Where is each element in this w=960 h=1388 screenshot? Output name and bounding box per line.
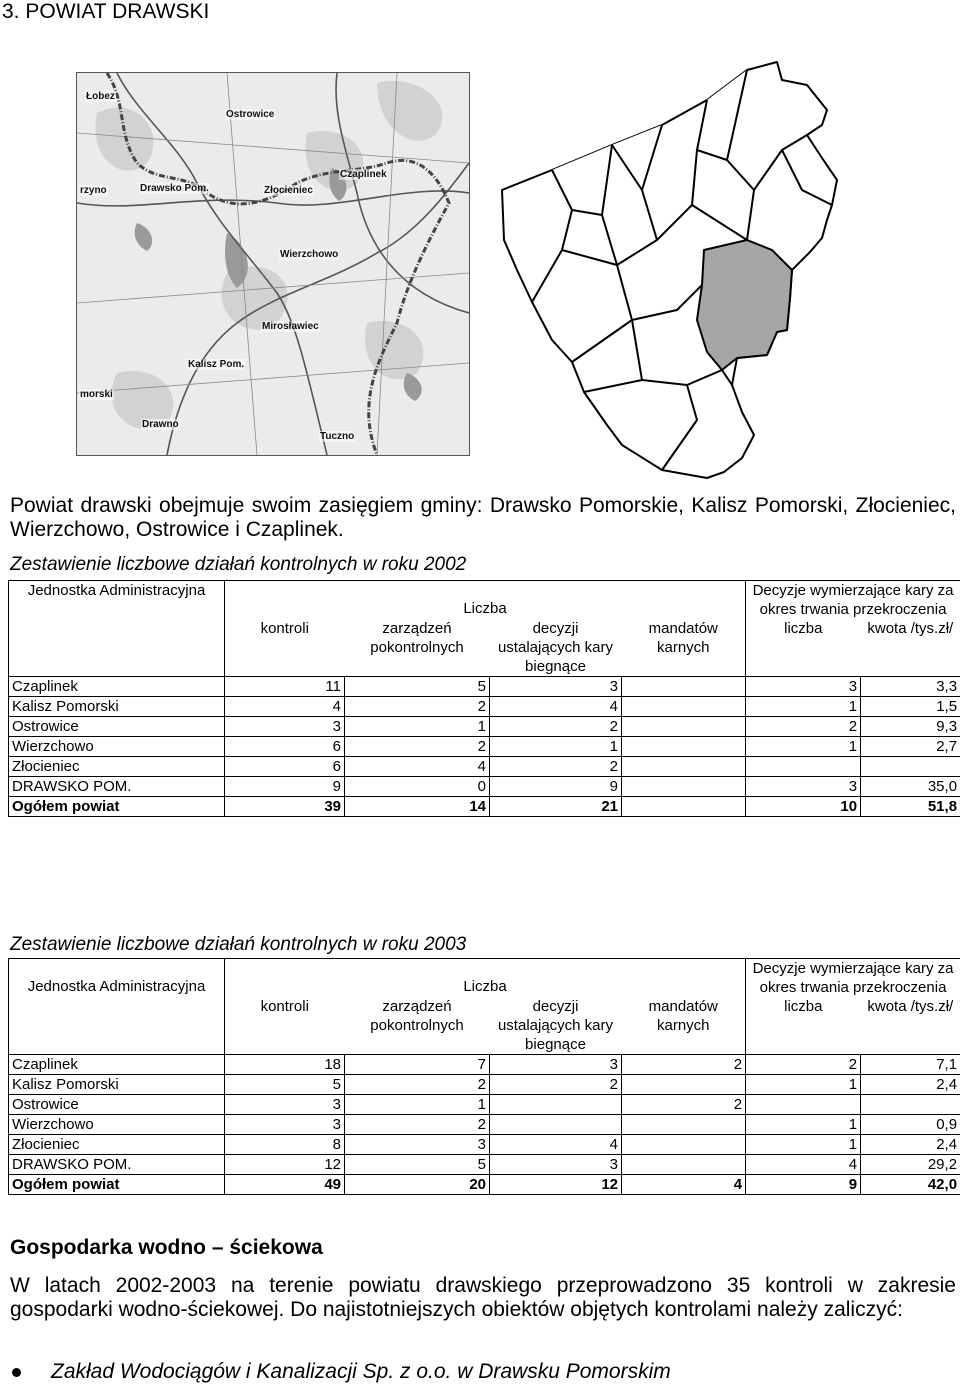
cell-name: Ostrowice	[9, 1095, 225, 1115]
cell-kwota: 51,8	[861, 797, 960, 817]
section-heading: Gospodarka wodno – ściekowa	[10, 1236, 323, 1259]
cell-mandatow	[622, 777, 746, 797]
cell-liczba: 4	[746, 1155, 861, 1175]
table-2003-body	[9, 1055, 960, 1195]
table-row	[9, 697, 960, 717]
cell-mandatow	[622, 757, 746, 777]
cell-liczba: 10	[746, 797, 861, 817]
cell-kwota	[861, 1095, 960, 1115]
cell-mandatow	[622, 1115, 746, 1135]
header-empty	[9, 997, 225, 1055]
cell-zarzadzen: 1	[345, 717, 490, 737]
map-label-drawsko-pom: Drawsko Pom.	[140, 183, 209, 194]
table-2003	[8, 958, 960, 1195]
cell-mandatow	[622, 717, 746, 737]
cell-mandatow	[622, 797, 746, 817]
powiat-detail-map	[76, 72, 470, 456]
cell-decyzji: 21	[490, 797, 622, 817]
cell-kwota: 29,2	[861, 1155, 960, 1175]
cell-kontroli: 3	[225, 1115, 345, 1135]
cell-kontroli: 12	[225, 1155, 345, 1175]
cell-mandatow	[622, 1155, 746, 1175]
header-kontroli: kontroli	[225, 619, 345, 677]
cell-decyzji: 4	[490, 1135, 622, 1155]
header-liczba-sub: liczba	[746, 619, 861, 677]
cell-zarzadzen: 0	[345, 777, 490, 797]
cell-decyzji: 9	[490, 777, 622, 797]
cell-name: Czaplinek	[9, 677, 225, 697]
cell-mandatow: 2	[622, 1095, 746, 1115]
header-mandatow: mandatów karnych	[648, 998, 718, 1034]
cell-zarzadzen: 2	[345, 1115, 490, 1135]
header-decyzje: Decyzje wymierzające kary za okres trwania przekroczenia	[746, 581, 960, 620]
map-label-zlocieniec: Złocieniec	[264, 185, 313, 196]
header-zarzadzen: zarządzeń pokontrolnych	[370, 998, 464, 1034]
map-label-czaplinek: Czaplinek	[340, 169, 387, 180]
cell-kontroli: 3	[225, 717, 345, 737]
cell-zarzadzen: 2	[345, 1075, 490, 1095]
header-empty	[9, 619, 225, 677]
table-row	[9, 1075, 960, 1095]
cell-liczba: 3	[746, 777, 861, 797]
cell-kontroli: 4	[225, 697, 345, 717]
cell-kwota: 2,7	[861, 737, 960, 757]
table-row-total	[9, 797, 960, 817]
cell-zarzadzen: 14	[345, 797, 490, 817]
header-liczba-sub: liczba	[746, 997, 861, 1055]
map-label-morski: morski	[80, 389, 113, 400]
table-2002	[8, 580, 960, 817]
map-label-drawno: Drawno	[142, 419, 179, 430]
cell-name: Wierzchowo	[9, 1115, 225, 1135]
cell-liczba: 3	[746, 677, 861, 697]
cell-decyzji: 4	[490, 697, 622, 717]
cell-name: Ogółem powiat	[9, 797, 225, 817]
cell-name: DRAWSKO POM.	[9, 1155, 225, 1175]
cell-mandatow	[622, 697, 746, 717]
cell-kontroli: 18	[225, 1055, 345, 1075]
cell-decyzji	[490, 1115, 622, 1135]
cell-liczba: 1	[746, 1115, 861, 1135]
cell-name: Kalisz Pomorski	[9, 697, 225, 717]
cell-kwota: 0,9	[861, 1115, 960, 1135]
cell-decyzji: 2	[490, 1075, 622, 1095]
cell-mandatow	[622, 1135, 746, 1155]
cell-decyzji: 3	[490, 677, 622, 697]
cell-liczba: 1	[746, 1075, 861, 1095]
cell-zarzadzen: 2	[345, 737, 490, 757]
header-decyzje: Decyzje wymierzające kary za okres trwania przekroczenia	[746, 959, 960, 998]
cell-zarzadzen: 1	[345, 1095, 490, 1115]
header-decyzji: decyzji ustalających kary biegnące	[497, 620, 614, 675]
cell-name: Czaplinek	[9, 1055, 225, 1075]
cell-zarzadzen: 5	[345, 1155, 490, 1175]
cell-liczba: 2	[746, 1055, 861, 1075]
voivodeship-map-graphic	[492, 40, 960, 480]
cell-kontroli: 8	[225, 1135, 345, 1155]
cell-name: DRAWSKO POM.	[9, 777, 225, 797]
cell-decyzji: 3	[490, 1155, 622, 1175]
cell-zarzadzen: 4	[345, 757, 490, 777]
cell-liczba: 9	[746, 1175, 861, 1195]
cell-kontroli: 5	[225, 1075, 345, 1095]
voivodeship-map	[492, 40, 960, 480]
cell-kwota: 35,0	[861, 777, 960, 797]
header-kwota: kwota /tys.zł/	[861, 619, 960, 677]
cell-name: Ogółem powiat	[9, 1175, 225, 1195]
cell-zarzadzen: 2	[345, 697, 490, 717]
cell-mandatow: 4	[622, 1175, 746, 1195]
cell-kwota: 2,4	[861, 1135, 960, 1155]
header-zarzadzen: zarządzeń pokontrolnych	[370, 620, 464, 656]
cell-zarzadzen: 20	[345, 1175, 490, 1195]
table-2003-caption: Zestawienie liczbowe działań kontrolnych w roku 2003	[10, 934, 467, 955]
cell-kwota: 42,0	[861, 1175, 960, 1195]
cell-decyzji: 2	[490, 717, 622, 737]
cell-kontroli: 6	[225, 757, 345, 777]
cell-decyzji: 3	[490, 1055, 622, 1075]
cell-name: Złocieniec	[9, 757, 225, 777]
table-row	[9, 1115, 960, 1135]
cell-liczba	[746, 757, 861, 777]
table-row-total	[9, 1175, 960, 1195]
map-label-rzyno: rzyno	[80, 185, 107, 196]
cell-zarzadzen: 7	[345, 1055, 490, 1075]
cell-liczba	[746, 1095, 861, 1115]
cell-liczba: 1	[746, 1135, 861, 1155]
header-liczba: Liczba	[225, 959, 746, 998]
cell-name: Wierzchowo	[9, 737, 225, 757]
cell-decyzji	[490, 1095, 622, 1115]
cell-zarzadzen: 5	[345, 677, 490, 697]
table-2002-caption: Zestawienie liczbowe działań kontrolnych w roku 2002	[10, 554, 467, 575]
map-label-miroslawiec: Mirosławiec	[262, 321, 319, 332]
cell-kwota: 2,4	[861, 1075, 960, 1095]
intro-paragraph: Powiat drawski obejmuje swoim zasięgiem gminy: Drawsko Pomorskie, Kalisz Pomorski, Złocieniec, Wierzchowo, Ostrowice i Czaplinek.	[10, 494, 956, 541]
header-decyzji: decyzji ustalających kary biegnące	[497, 998, 614, 1053]
cell-liczba: 1	[746, 737, 861, 757]
cell-zarzadzen: 3	[345, 1135, 490, 1155]
map-label-wierzchowo: Wierzchowo	[280, 249, 339, 260]
bullet-icon	[12, 1368, 21, 1377]
cell-decyzji: 2	[490, 757, 622, 777]
cell-kwota: 9,3	[861, 717, 960, 737]
cell-kontroli: 3	[225, 1095, 345, 1115]
bullet-list-item	[12, 1360, 671, 1384]
header-jednostka: Jednostka Administracyjna	[9, 959, 225, 998]
map-label-lobez: Łobez	[86, 91, 115, 102]
table-row	[9, 737, 960, 757]
cell-kwota	[861, 757, 960, 777]
header-jednostka: Jednostka Administracyjna	[9, 581, 225, 620]
highlighted-powiat-area	[697, 240, 792, 370]
page-heading: 3. POWIAT DRAWSKI	[2, 0, 210, 23]
cell-mandatow	[622, 737, 746, 757]
header-kwota: kwota /tys.zł/	[861, 997, 960, 1055]
cell-kontroli: 11	[225, 677, 345, 697]
cell-mandatow	[622, 1075, 746, 1095]
cell-decyzji: 12	[490, 1175, 622, 1195]
cell-kwota: 3,3	[861, 677, 960, 697]
detail-map-graphic	[77, 73, 469, 455]
map-label-ostrowice: Ostrowice	[226, 109, 275, 120]
table-row	[9, 717, 960, 737]
cell-kontroli: 6	[225, 737, 345, 757]
header-kontroli: kontroli	[225, 997, 345, 1055]
cell-liczba: 2	[746, 717, 861, 737]
table-row	[9, 677, 960, 697]
table-2002-body	[9, 677, 960, 817]
map-label-tuczno: Tuczno	[320, 431, 355, 442]
table-row	[9, 1135, 960, 1155]
map-label-kalisz-pom: Kalisz Pom.	[188, 359, 245, 370]
cell-kontroli: 49	[225, 1175, 345, 1195]
section-paragraph: W latach 2002-2003 na terenie powiatu drawskiego przeprowadzono 35 kontroli w zakresie gospodarki wodno-ściekowej. Do najistotniejszych obiektów objętych kontrolami należy zaliczyć:	[10, 1274, 956, 1321]
cell-name: Kalisz Pomorski	[9, 1075, 225, 1095]
cell-kontroli: 9	[225, 777, 345, 797]
table-row	[9, 1155, 960, 1175]
cell-kwota: 1,5	[861, 697, 960, 717]
cell-name: Ostrowice	[9, 717, 225, 737]
cell-liczba: 1	[746, 697, 861, 717]
cell-decyzji: 1	[490, 737, 622, 757]
header-mandatow: mandatów karnych	[648, 620, 718, 656]
table-row	[9, 1055, 960, 1075]
table-row	[9, 1095, 960, 1115]
bullet-text: Zakład Wodociągów i Kanalizacji Sp. z o.o. w Drawsku Pomorskim	[51, 1360, 671, 1383]
header-liczba: Liczba	[225, 581, 746, 620]
cell-kwota: 7,1	[861, 1055, 960, 1075]
table-row	[9, 757, 960, 777]
table-row	[9, 777, 960, 797]
cell-mandatow: 2	[622, 1055, 746, 1075]
cell-mandatow	[622, 677, 746, 697]
cell-name: Złocieniec	[9, 1135, 225, 1155]
cell-kontroli: 39	[225, 797, 345, 817]
